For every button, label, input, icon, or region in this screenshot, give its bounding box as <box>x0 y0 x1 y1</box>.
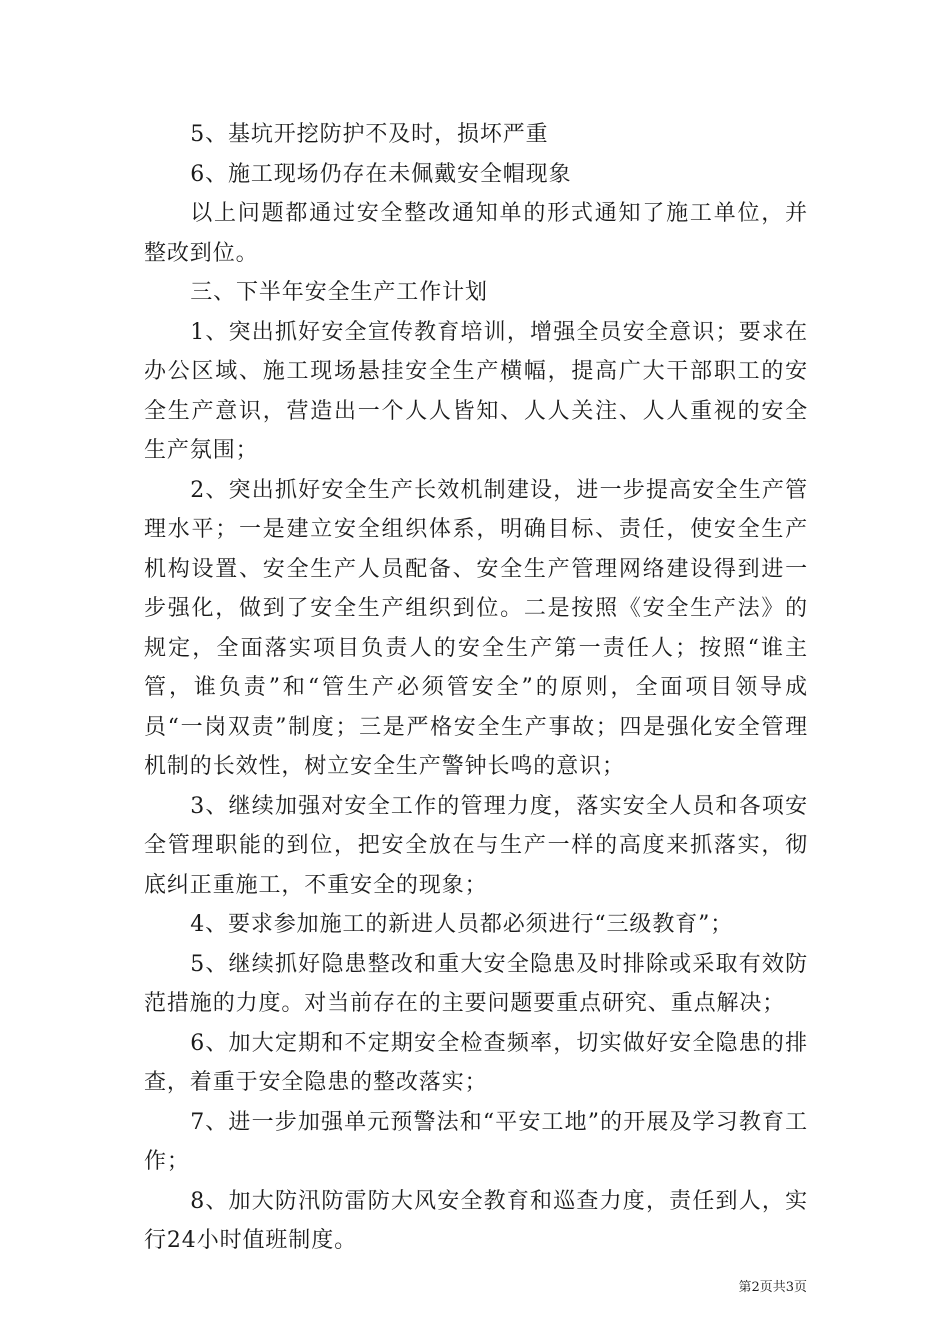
plan-item-7: 7、进一步加强单元预警法和“平安工地”的开展及学习教育工作； <box>144 1109 808 1174</box>
paragraph-item-6: 6、施工现场仍存在未佩戴安全帽现象 <box>190 161 572 187</box>
plan-item-4: 4、要求参加施工的新进人员都必须进行“三级教育”； <box>190 912 734 937</box>
page-number: 第2页共3页 <box>738 1280 807 1295</box>
section-heading: 三、下半年安全生产工作计划 <box>190 280 488 305</box>
plan-item-2: 2、突出抓好安全生产长效机制建设，进一步提高安全生产管理水平；一是建立安全组织体系，明确目标、责任，使安全生产机构设置、安全生产人员配备、安全生产管理网络建设得到进一步强化，做到了安全生产组织到位。二是按照《安全生产法》的规定，全面落实项目负责人的安全生产第一责任人；按照“谁主管，谁负责”和“管生产必须管安全”的原则，全面项目领导成员“一岗双责”制度；三是严格安全生产事故；四是强化安全管理机制的长效性，树立安全生产警钟长鸣的意识； <box>144 477 808 779</box>
plan-item-1: 1、突出抓好安全宣传教育培训，增强全员安全意识；要求在办公区域、施工现场悬挂安全生产横幅，提高广大干部职工的安全生产意识，营造出一个人人皆知、人人关注、人人重视的安全生产氛围； <box>144 319 808 463</box>
plan-item-5: 5、继续抓好隐患整改和重大安全隐患及时排除或采取有效防范措施的力度。对当前存在的主要问题要重点研究、重点解决； <box>144 951 808 1016</box>
paragraph-summary: 以上问题都通过安全整改通知单的形式通知了施工单位，并整改到位。 <box>144 201 808 266</box>
document-body <box>144 115 808 1261</box>
paragraph-item-5: 5、基坑开挖防护不及时，损坏严重 <box>190 122 549 147</box>
plan-item-8: 8、加大防汛防雷防大风安全教育和巡查力度，责任到人，实行24小时值班制度。 <box>144 1188 808 1253</box>
plan-item-6: 6、加大定期和不定期安全检查频率，切实做好安全隐患的排查，着重于安全隐患的整改落实； <box>144 1030 808 1095</box>
plan-item-3: 3、继续加强对安全工作的管理力度，落实安全人员和各项安全管理职能的到位，把安全放在与生产一样的高度来抓落实，彻底纠正重施工，不重安全的现象； <box>144 793 808 898</box>
